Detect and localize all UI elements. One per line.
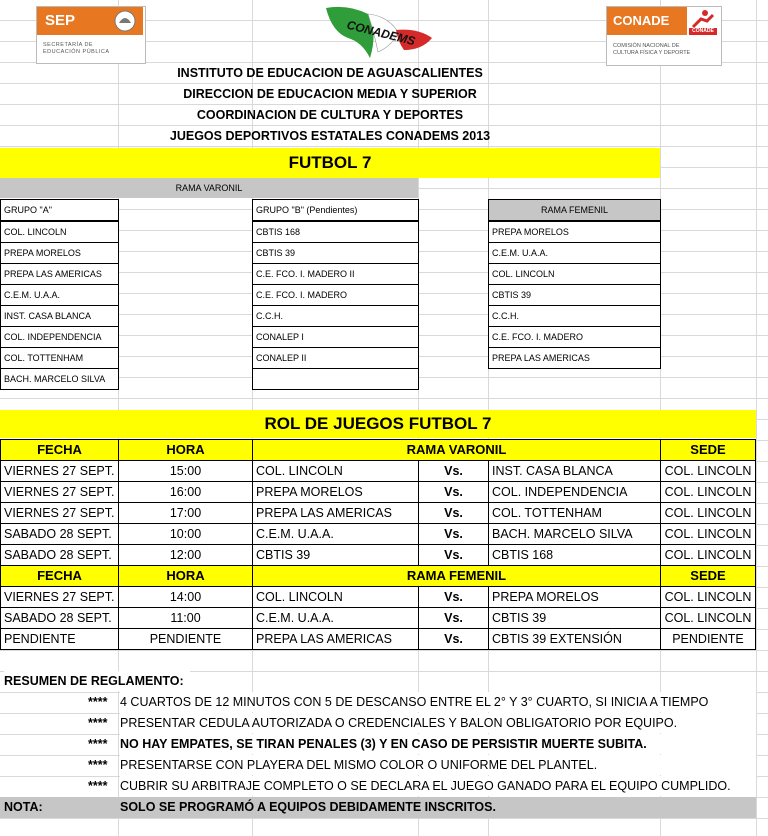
cell-visitante: BACH. MARCELO SILVA xyxy=(488,523,661,545)
cell-sede: COL. LINCOLN xyxy=(660,586,756,608)
sep-logo-text: SEP xyxy=(45,12,76,29)
cell-fecha: VIERNES 27 SEPT. xyxy=(0,481,119,503)
col-femenil-header: RAMA FEMENIL xyxy=(252,565,661,587)
cell-sede: COL. LINCOLN xyxy=(660,460,756,482)
athlete-icon xyxy=(689,9,717,29)
femenil-team: COL. LINCOLN xyxy=(488,263,661,285)
cell-vs: Vs. xyxy=(418,523,489,545)
cell-vs: Vs. xyxy=(418,586,489,608)
varonil-group-title: RAMA VARONIL xyxy=(0,178,418,198)
sport-title: FUTBOL 7 xyxy=(0,148,660,178)
rule-bullet: **** xyxy=(88,737,108,751)
conade-logo xyxy=(606,6,722,66)
femenil-team: CBTIS 39 xyxy=(488,284,661,306)
rule-item: PRESENTARSE CON PLAYERA DEL MISMO COLOR O UNIFORME DEL PLANTEL. xyxy=(120,755,756,775)
group-b-team: C.E. FCO. I. MADERO II xyxy=(252,263,419,285)
cell-fecha: SABADO 28 SEPT. xyxy=(0,523,119,545)
rule-item: NO HAY EMPATES, SE TIRAN PENALES (3) Y EN CASO DE PERSISTIR MUERTE SUBITA. xyxy=(120,734,756,754)
conade-logo-line1: COMISIÓN NACIONAL DE xyxy=(613,43,680,49)
nota-text: SOLO SE PROGRAMÓ A EQUIPOS DEBIDAMENTE INSCRITOS. xyxy=(120,800,496,814)
group-b-team: CBTIS 168 xyxy=(252,221,419,243)
group-a-team: PREPA LAS AMERICAS xyxy=(0,263,119,285)
cell-fecha: VIERNES 27 SEPT. xyxy=(0,586,119,608)
cell-visitante: COL. INDEPENDENCIA xyxy=(488,481,661,503)
group-a-team: COL. TOTTENHAM xyxy=(0,347,119,369)
header-line-3: COORDINACION DE CULTURA Y DEPORTES xyxy=(196,108,464,122)
cell-local: CBTIS 39 xyxy=(252,544,419,566)
group-b-team: CONALEP II xyxy=(252,347,419,369)
rule-bullet: **** xyxy=(88,779,108,793)
rule-item: CUBRIR SU ARBITRAJE COMPLETO O SE DECLARA EL JUEGO GANADO PARA EL EQUIPO CUMPLIDO. xyxy=(120,776,756,796)
cell-visitante: COL. TOTTENHAM xyxy=(488,502,661,524)
group-a-team: COL. LINCOLN xyxy=(0,221,119,243)
sep-logo-line2: EDUCACIÓN PÚBLICA xyxy=(43,49,110,55)
cell-local: PREPA MORELOS xyxy=(252,481,419,503)
cell-vs: Vs. xyxy=(418,502,489,524)
cell-hora: 15:00 xyxy=(118,460,253,482)
cell-hora: 17:00 xyxy=(118,502,253,524)
cell-fecha: SABADO 28 SEPT. xyxy=(0,607,119,629)
rule-bullet: **** xyxy=(88,695,108,709)
conade-logo-text: CONADE xyxy=(613,13,670,28)
cell-local: PREPA LAS AMERICAS xyxy=(252,502,419,524)
femenil-team: C.C.H. xyxy=(488,305,661,327)
cell-fecha: VIERNES 27 SEPT. xyxy=(0,502,119,524)
femenil-group-title: RAMA FEMENIL xyxy=(488,199,661,221)
group-a-team: INST. CASA BLANCA xyxy=(0,305,119,327)
cell-vs: Vs. xyxy=(418,460,489,482)
conade-logo-line2: CULTURA FÍSICA Y DEPORTE xyxy=(613,50,691,56)
cell-hora: 16:00 xyxy=(118,481,253,503)
femenil-team: PREPA MORELOS xyxy=(488,221,661,243)
cell-visitante: CBTIS 39 xyxy=(488,607,661,629)
rule-bullet: **** xyxy=(88,716,108,730)
col-sede-header: SEDE xyxy=(660,439,756,461)
cell-sede: COL. LINCOLN xyxy=(660,502,756,524)
cell-local: C.E.M. U.A.A. xyxy=(252,523,419,545)
cell-vs: Vs. xyxy=(418,628,489,650)
femenil-team: C.E.M. U.A.A. xyxy=(488,242,661,264)
header-line-4: JUEGOS DEPORTIVOS ESTATALES CONADEMS 2013 xyxy=(169,129,491,143)
cell-hora: 10:00 xyxy=(118,523,253,545)
col-sede-header-femenil: SEDE xyxy=(660,565,756,587)
cell-sede: COL. LINCOLN xyxy=(660,607,756,629)
cell-sede: COL. LINCOLN xyxy=(660,481,756,503)
group-a-team: C.E.M. U.A.A. xyxy=(0,284,119,306)
cell-fecha: SABADO 28 SEPT. xyxy=(0,544,119,566)
cell-local: COL. LINCOLN xyxy=(252,460,419,482)
conadems-logo-text: CONADEMS xyxy=(345,17,417,49)
col-fecha-header: FECHA xyxy=(0,439,119,461)
conadems-logo xyxy=(318,2,436,62)
nota-row xyxy=(0,797,756,818)
col-hora-header: HORA xyxy=(118,439,253,461)
col-hora-header-femenil: HORA xyxy=(118,565,253,587)
cell-sede: COL. LINCOLN xyxy=(660,544,756,566)
cell-vs: Vs. xyxy=(418,544,489,566)
group-a-team: BACH. MARCELO SILVA xyxy=(0,368,119,390)
cell-local: COL. LINCOLN xyxy=(252,586,419,608)
cell-visitante: CBTIS 168 xyxy=(488,544,661,566)
group-b-empty-cell xyxy=(252,368,419,390)
cell-visitante: CBTIS 39 EXTENSIÓN xyxy=(488,628,661,650)
cell-hora: 11:00 xyxy=(118,607,253,629)
group-b-team: C.E. FCO. I. MADERO xyxy=(252,284,419,306)
header-line-1: INSTITUTO DE EDUCACION DE AGUASCALIENTES xyxy=(177,66,483,80)
cell-vs: Vs. xyxy=(418,481,489,503)
schedule-title: ROL DE JUEGOS FUTBOL 7 xyxy=(0,410,756,438)
cell-fecha: PENDIENTE xyxy=(0,628,119,650)
header-line-2: DIRECCION DE EDUCACION MEDIA Y SUPERIOR xyxy=(183,87,477,101)
group-a-team: PREPA MORELOS xyxy=(0,242,119,264)
cell-sede: PENDIENTE xyxy=(660,628,756,650)
col-varonil-header: RAMA VARONIL xyxy=(252,439,661,461)
group-a-team: COL. INDEPENDENCIA xyxy=(0,326,119,348)
cell-visitante: INST. CASA BLANCA xyxy=(488,460,661,482)
cell-fecha: VIERNES 27 SEPT. xyxy=(0,460,119,482)
rule-bullet: **** xyxy=(88,758,108,772)
sep-logo xyxy=(36,6,146,64)
femenil-team: PREPA LAS AMERICAS xyxy=(488,347,661,369)
cell-local: C.E.M. U.A.A. xyxy=(252,607,419,629)
rules-title: RESUMEN DE REGLAMENTO: xyxy=(4,671,190,691)
group-b-team: CBTIS 39 xyxy=(252,242,419,264)
nota-label: NOTA: xyxy=(4,800,43,814)
cell-hora: 12:00 xyxy=(118,544,253,566)
group-b-title: GRUPO "B" (Pendientes) xyxy=(252,199,419,221)
cell-sede: COL. LINCOLN xyxy=(660,523,756,545)
cell-local: PREPA LAS AMERICAS xyxy=(252,628,419,650)
col-fecha-header-femenil: FECHA xyxy=(0,565,119,587)
cell-hora: PENDIENTE xyxy=(118,628,253,650)
sep-logo-line1: SECRETARÍA DE xyxy=(43,42,94,48)
cell-vs: Vs. xyxy=(418,607,489,629)
femenil-team: C.E. FCO. I. MADERO xyxy=(488,326,661,348)
conade-badge-text: CONADE xyxy=(689,28,717,35)
cell-hora: 14:00 xyxy=(118,586,253,608)
group-b-team: CONALEP I xyxy=(252,326,419,348)
group-b-team: C.C.H. xyxy=(252,305,419,327)
rule-item: 4 CUARTOS DE 12 MINUTOS CON 5 DE DESCANSO ENTRE EL 2° Y 3° CUARTO, SI INICIA A TIEMPO xyxy=(120,692,756,712)
rule-item: PRESENTAR CEDULA AUTORIZADA O CREDENCIALES Y BALON OBLIGATORIO POR EQUIPO. xyxy=(120,713,756,733)
group-a-title: GRUPO "A" xyxy=(0,199,119,221)
mexico-seal-icon xyxy=(111,9,139,33)
cell-visitante: PREPA MORELOS xyxy=(488,586,661,608)
